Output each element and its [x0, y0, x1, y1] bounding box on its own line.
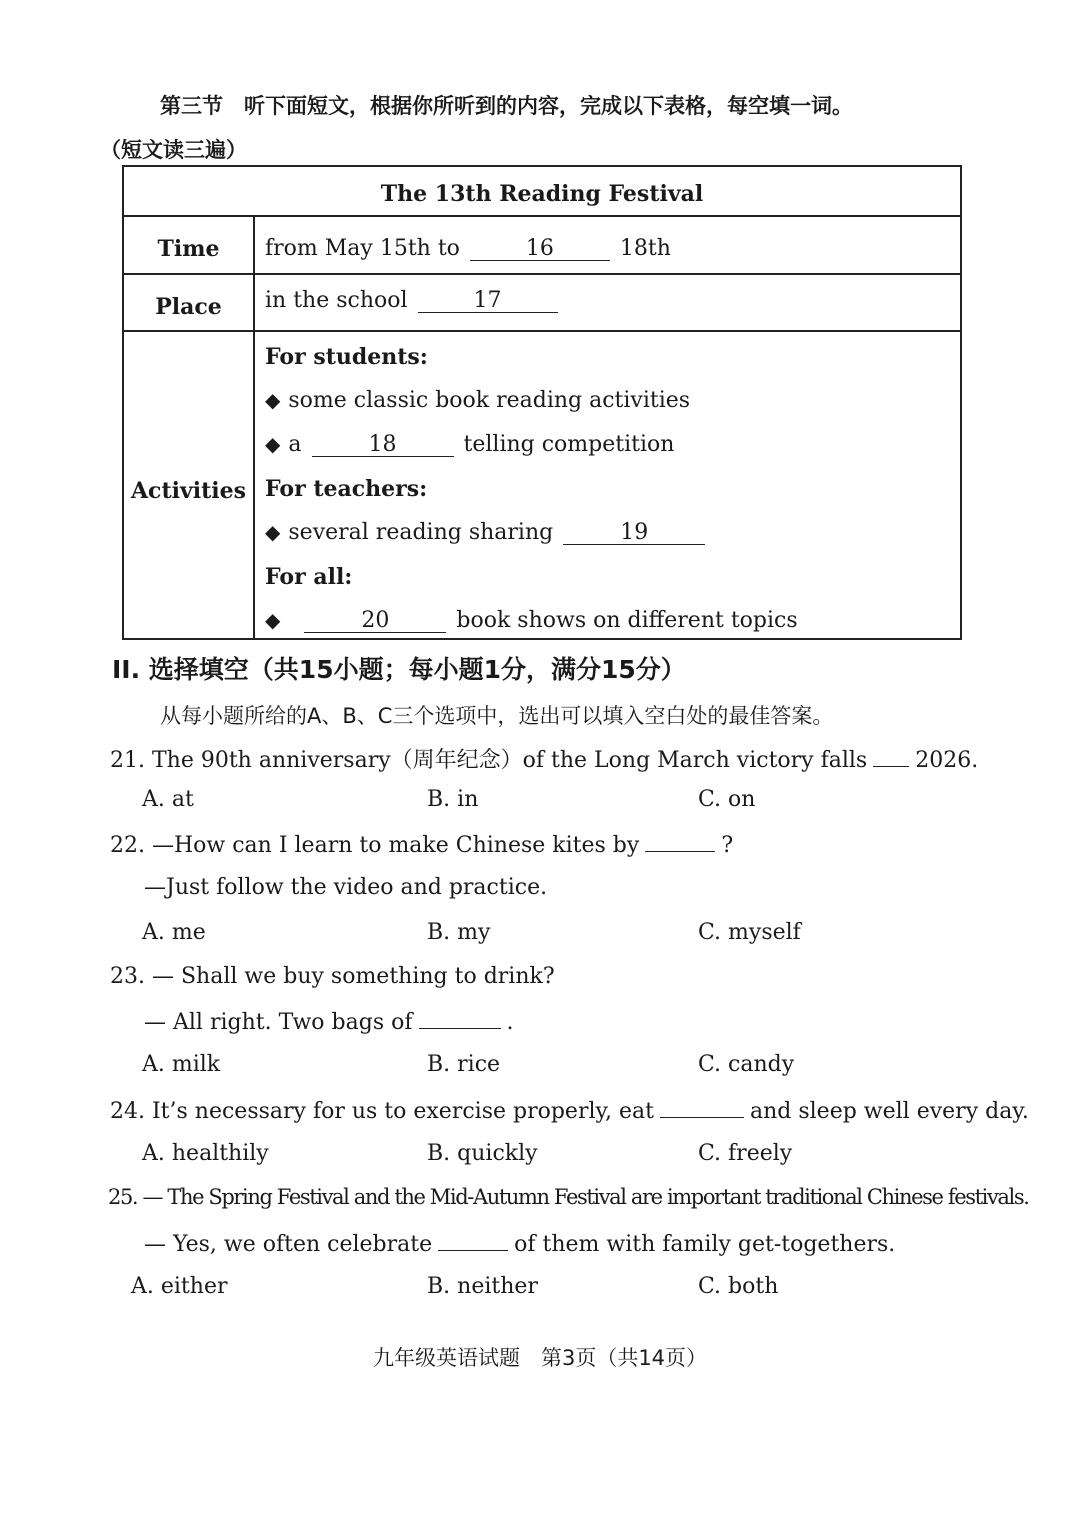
teachers-heading: For teachers:	[265, 476, 428, 502]
blank-16[interactable]: 16	[470, 238, 610, 261]
option-b[interactable]: B. in	[427, 787, 479, 812]
time-value: from May 15th to 16 18th	[265, 236, 671, 261]
answer-blank[interactable]	[645, 831, 715, 852]
blank-20[interactable]: 20	[304, 610, 446, 633]
activity-item: ◆ 20 book shows on different topics	[265, 608, 798, 633]
question-23-reply: — All right. Two bags of .	[144, 1010, 514, 1035]
row-label-time: Time	[157, 236, 220, 262]
question-24: 24. It’s necessary for us to exercise properly, eat and sleep well every day.	[110, 1099, 1029, 1124]
diamond-bullet-icon: ◆	[265, 608, 281, 632]
diamond-bullet-icon: ◆	[265, 432, 281, 456]
question-22-reply: —Just follow the video and practice.	[144, 875, 548, 900]
option-a[interactable]: A. healthily	[142, 1141, 269, 1166]
option-c[interactable]: C. both	[698, 1274, 779, 1299]
question-25: 25. — The Spring Festival and the Mid-Autumn Festival are important traditional Chinese festivals.	[108, 1185, 1029, 1209]
students-heading: For students:	[265, 344, 428, 370]
option-c[interactable]: C. myself	[698, 920, 801, 945]
section-heading: 第三节 听下面短文，根据你所听到的内容，完成以下表格，每空填一词。	[160, 94, 853, 118]
table-title: The 13th Reading Festival	[380, 181, 704, 207]
question-21: 21. The 90th anniversary（周年纪念）of the Long March victory falls 2026.	[110, 748, 979, 773]
blank-17[interactable]: 17	[418, 290, 558, 313]
option-a[interactable]: A. milk	[142, 1052, 221, 1077]
option-b[interactable]: B. quickly	[427, 1141, 538, 1166]
option-a[interactable]: A. me	[142, 920, 206, 945]
question-22: 22. —How can I learn to make Chinese kites by ?	[110, 833, 734, 858]
diamond-bullet-icon: ◆	[265, 520, 281, 544]
row-label-place: Place	[155, 294, 222, 320]
blank-19[interactable]: 19	[563, 522, 705, 545]
activity-item: ◆ some classic book reading activities	[265, 388, 691, 413]
option-a[interactable]: A. at	[142, 787, 194, 812]
option-c[interactable]: C. on	[698, 787, 756, 812]
answer-blank[interactable]	[873, 746, 909, 767]
question-23: 23. — Shall we buy something to drink?	[110, 964, 555, 989]
row-label-activities: Activities	[130, 478, 247, 504]
question-25-reply: — Yes, we often celebrate of them with family get-togethers.	[144, 1232, 896, 1257]
answer-blank[interactable]	[660, 1097, 744, 1118]
page-footer: 九年级英语试题 第3页（共14页）	[372, 1346, 708, 1370]
blank-18[interactable]: 18	[312, 434, 454, 457]
place-value: in the school 17	[265, 288, 568, 313]
option-b[interactable]: B. my	[427, 920, 491, 945]
all-heading: For all:	[265, 564, 353, 590]
option-b[interactable]: B. neither	[427, 1274, 538, 1299]
section-note: （短文读三遍）	[100, 138, 247, 162]
activity-item: ◆ several reading sharing 19	[265, 520, 715, 545]
diamond-bullet-icon: ◆	[265, 388, 281, 412]
option-c[interactable]: C. freely	[698, 1141, 793, 1166]
activity-item: ◆ a 18 telling competition	[265, 432, 675, 457]
option-b[interactable]: B. rice	[427, 1052, 501, 1077]
answer-blank[interactable]	[419, 1008, 501, 1029]
answer-blank[interactable]	[438, 1230, 508, 1251]
option-c[interactable]: C. candy	[698, 1052, 795, 1077]
option-a[interactable]: A. either	[131, 1274, 228, 1299]
part-instruction: 从每小题所给的A、B、C三个选项中，选出可以填入空白处的最佳答案。	[160, 704, 834, 728]
part-heading: II. 选择填空（共15小题；每小题1分，满分15分）	[112, 655, 686, 684]
